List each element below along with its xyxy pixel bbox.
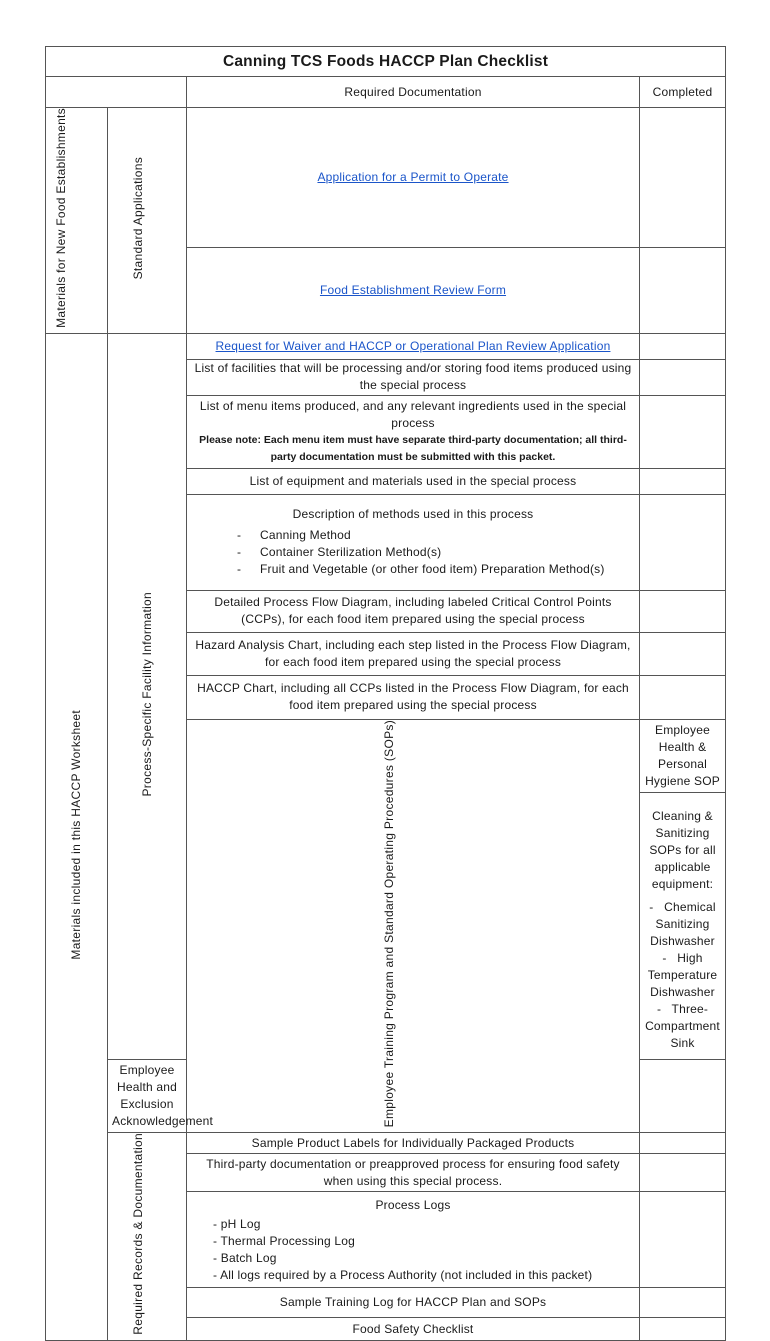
row-review-form xyxy=(187,247,640,333)
row-menu-items xyxy=(187,395,640,468)
list-item: - pH Log xyxy=(213,1217,261,1232)
menu-items-note: Please note: Each menu item must have separate third-party documentation; all third-party documentation must be submitted with this packet. xyxy=(199,433,627,463)
completed-cell-process-logs[interactable] xyxy=(640,1191,726,1288)
completed-cell-permit[interactable] xyxy=(640,108,726,248)
list-item: - Container Sterilization Method(s) xyxy=(237,545,442,560)
header-blank xyxy=(46,77,187,108)
completed-cell-training-log[interactable] xyxy=(640,1288,726,1317)
list-item: - Batch Log xyxy=(213,1251,277,1266)
completed-header: Completed xyxy=(640,77,726,108)
completed-cell-hazard-chart[interactable] xyxy=(640,632,726,675)
completed-cell-safety-checklist[interactable] xyxy=(640,1317,726,1340)
completed-cell-equipment[interactable] xyxy=(640,468,726,494)
list-item: - Thermal Processing Log xyxy=(213,1234,355,1249)
section-required-records: Required Records & Documentation xyxy=(108,1133,187,1341)
list-item: - All logs required by a Process Authority (not included in this packet) xyxy=(213,1268,593,1283)
row-equipment: List of equipment and materials used in the special process xyxy=(187,468,640,494)
completed-cell-waiver[interactable] xyxy=(640,333,726,359)
list-item: - Chemical Sanitizing Dishwasher xyxy=(649,900,716,949)
permit-link[interactable]: Application for a Permit to Operate xyxy=(317,169,509,184)
section-standard-applications: Standard Applications xyxy=(108,108,187,334)
list-item: - Fruit and Vegetable (or other food item) Preparation Method(s) xyxy=(237,562,605,577)
page-title: Canning TCS Foods HACCP Plan Checklist xyxy=(46,47,726,77)
completed-cell-flow-diagram[interactable] xyxy=(640,590,726,632)
completed-cell-methods[interactable] xyxy=(640,494,726,590)
row-waiver xyxy=(187,333,640,359)
cleaning-title: Cleaning & Sanitizing SOPs for all applicable equipment: xyxy=(649,809,716,892)
completed-cell-review-form[interactable] xyxy=(640,247,726,333)
section-materials-new: Materials for New Food Establishments xyxy=(46,108,108,334)
review-form-link[interactable]: Food Establishment Review Form xyxy=(319,282,507,297)
menu-items-text: List of menu items produced, and any relevant ingredients used in the special process xyxy=(199,398,627,430)
row-third-party: Third-party documentation or preapproved process for ensuring food safety when using this special process. xyxy=(187,1154,640,1192)
row-hygiene-sop: Employee Health & Personal Hygiene SOP xyxy=(640,719,726,792)
row-haccp-chart: HACCP Chart, including all CCPs listed in the Process Flow Diagram, for each food item prepared using the special process xyxy=(187,675,640,719)
section-employee-training: Employee Training Program and Standard Operating Procedures (SOPs) xyxy=(187,719,640,1132)
row-cleaning-sops xyxy=(640,792,726,1059)
process-logs-title: Process Logs xyxy=(375,1198,451,1213)
row-facilities: List of facilities that will be processing and/or storing food items produced using the special process xyxy=(187,359,640,395)
cleaning-list xyxy=(644,899,721,1052)
haccp-checklist-table xyxy=(45,46,726,1341)
row-process-logs xyxy=(187,1191,640,1288)
row-permit xyxy=(187,108,640,248)
completed-cell-third-party[interactable] xyxy=(640,1154,726,1192)
row-hazard-chart: Hazard Analysis Chart, including each step listed in the Process Flow Diagram, for each food item prepared using the special process xyxy=(187,632,640,675)
list-item: - Three-Compartment Sink xyxy=(645,1002,720,1051)
row-labels: Sample Product Labels for Individually Packaged Products xyxy=(187,1133,640,1154)
list-item: - High Temperature Dishwasher xyxy=(647,951,718,1000)
list-item: - Canning Method xyxy=(237,528,351,543)
methods-list xyxy=(191,527,635,578)
row-methods xyxy=(187,494,640,590)
completed-cell-exclusion[interactable] xyxy=(640,1060,726,1133)
process-logs-list xyxy=(191,1216,635,1284)
completed-cell-facilities[interactable] xyxy=(640,359,726,395)
required-documentation-header: Required Documentation xyxy=(187,77,640,108)
row-flow-diagram: Detailed Process Flow Diagram, including labeled Critical Control Points (CCPs), for each food item prepared using the special process xyxy=(187,590,640,632)
row-exclusion: Employee Health and Exclusion Acknowledgement xyxy=(108,1060,187,1133)
methods-title: Description of methods used in this process xyxy=(292,507,534,522)
row-training-log: Sample Training Log for HACCP Plan and SOPs xyxy=(187,1288,640,1317)
row-safety-checklist: Food Safety Checklist xyxy=(187,1317,640,1340)
waiver-link[interactable]: Request for Waiver and HACCP or Operational Plan Review Application xyxy=(215,338,611,353)
section-process-specific: Process-Specific Facility Information xyxy=(108,333,187,1059)
completed-cell-haccp-chart[interactable] xyxy=(640,675,726,719)
completed-cell-labels[interactable] xyxy=(640,1133,726,1154)
completed-cell-menu-items[interactable] xyxy=(640,395,726,468)
section-materials-included: Materials included in this HACCP Worksheet xyxy=(46,333,108,1340)
